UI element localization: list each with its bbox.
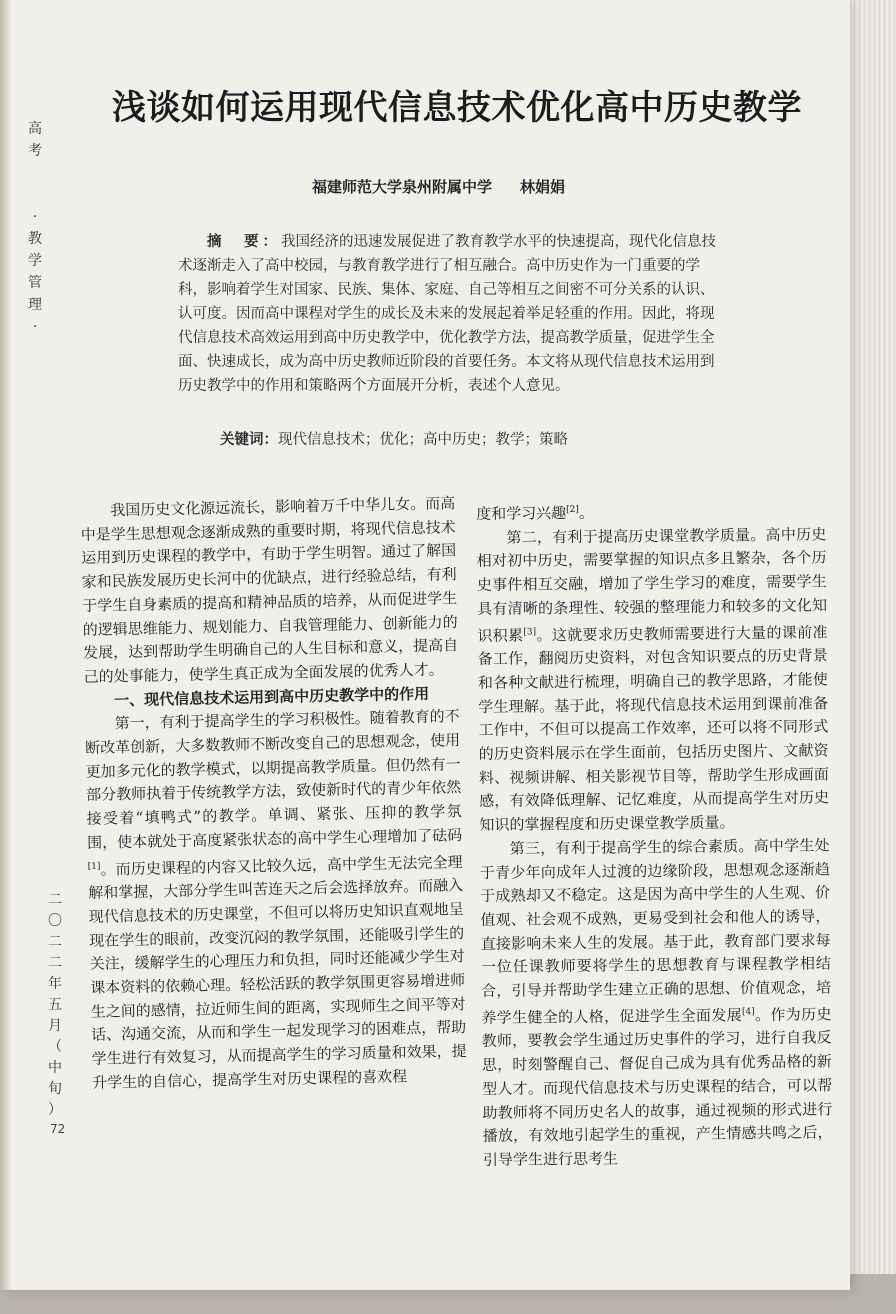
margin-char: · (32, 209, 38, 225)
keywords-text: 现代信息技术；优化；高中历史；教学；策略 (278, 432, 568, 448)
body-column-right (476, 496, 833, 1172)
margin-char: 管 (28, 275, 42, 291)
margin-char: 学 (28, 253, 42, 269)
margin-char: · (32, 319, 38, 335)
paragraph-text: 度和学习兴趣 (476, 504, 567, 523)
issue-date-margin (44, 890, 66, 1121)
keywords-block (220, 428, 720, 449)
margin-char: 二 (48, 934, 62, 950)
paragraph-text: 第一，有利于提高学生的学习积极性。随着教育的不断改革创新，大多数教师不断改变自己的思想观念，使用更加多元化的教学模式，以期提高教学质量。但仍然有一部分教师执着于传统教学方法，致使新时代的青少年依然接受着“填鸭式”的教学。单调、紧张、压抑的教学氛围，使本就处于高度紧张状态的高中学生心理增加了砝码 (85, 707, 463, 852)
paragraph-third-point (480, 834, 833, 1172)
margin-char: 高 (28, 121, 42, 137)
paragraph-continued (476, 496, 826, 526)
paragraph-text: 第三，有利于提高学生的综合素质。高中学生处于青少年向成年人过渡的边缘阶段，思想观念逐渐趋于成熟却又不稳定。这是因为高中学生的人生观、价值观、社会观不成熟，更易受到社会和他人的诱导，直接影响未来人生的发展。基于此，教育部门要求每一位任课教师要将学生的思想教育与课程教学相结合，引导并帮助学生建立正确的思想、价值观念，培养学生健全的人格，促进学生全面发展 (479, 836, 832, 1027)
abstract-label: 摘 要： (207, 234, 281, 250)
margin-char: 教 (28, 231, 42, 247)
author-name: 林娟娟 (520, 178, 566, 196)
reference-marker: [3] (523, 626, 537, 638)
paragraph-text: 。而历史课程的内容又比较久远，高中学生无法完全理解和掌握，大部分学生叫苦连天之后会选择放弃。而融入现代信息技术的历史课堂，不但可以将历史知识直观地呈现在学生的眼前，改变沉闷的教学氛围，还能吸引学生的关注，缓解学生的心理压力和负担，同时还能减少学生对课本资料的依赖心理。轻松活跃的教学氛围更容易增进师生之间的感情，拉近师生间的距离，实现师生之间平等对话、沟通交流，从而和学生一起发现学习的困难点，帮助学生进行有效复习，从而提高学生的学习质量和效果，提升学生的自信心，提高学生对历史课程的喜欢程 (88, 852, 467, 1092)
reference-marker: [4] (741, 1006, 755, 1018)
reference-marker: [2] (566, 504, 579, 516)
paragraph-second-point (476, 523, 829, 838)
author-line (312, 176, 565, 197)
margin-char: ） (48, 1102, 62, 1118)
margin-char: （ (48, 1039, 62, 1055)
margin-char: 中 (48, 1060, 62, 1076)
author-affiliation: 福建师范大学泉州附属中学 (312, 178, 493, 196)
paragraph-text: 。这就要求历史教师需要进行大量的课前准备工作，翻阅历史资料，对包含知识要点的历史背景和各种文献进行梳理，明确自己的教学思路，才能使学生理解。基于此，将现代信息技术运用到课前准备工作中，不但可以提高工作效率，还可以将不同形式的历史资料展示在学生面前，包括历史图片、文献资料、视频讲解、相关影视节目等，帮助学生形成画面感，有效降低理解、记忆难度，从而提高学生对历史知识的掌握程度和历史课堂教学质量。 (477, 622, 830, 835)
margin-char: 〇 (48, 913, 62, 929)
abstract-block (178, 230, 718, 398)
article-title: 浅谈如何运用现代信息技术优化高中历史教学 (112, 88, 802, 128)
margin-char: 月 (48, 1018, 62, 1034)
paragraph-intro: 我国历史文化源远流长，影响着万千中华儿女。而高中是学生思想观念逐渐成熟的重要时期，将现代信息技术运用到历史课程的教学中，有助于学生明智。通过了解国家和民族发展历史长河中的优缺点，进行经验总结，有利于学生自身素质的提高和精神品质的培养，从而促进学生的逻辑思维能力、规划能力、自我管理能力、创新能力的发展，达到帮助学生明确自己的人生目标和意义，提高自己的处事能力，使学生真正成为全面发展的优秀人才。 (80, 494, 459, 686)
margin-char: 二 (48, 892, 62, 908)
abstract-text: 我国经济的迅速发展促进了教育教学水平的快速提高，现代化信息技术逐渐走入了高中校园，与教育教学进行了相互融合。高中历史作为一门重要的学科，影响着学生对国家、民族、集体、家庭、自己等相互之间密不可分关系的认识、认可度。因而高中课程对学生的成长及未来的发展起着举足轻重的作用。因此，将现代信息技术高效运用到高中历史教学中，优化教学方法，提高教学质量，促进学生全面、快速成长，成为高中历史教师近阶段的首要任务。本文将从现代信息技术运用到历史教学中的作用和策略两个方面展开分析，表述个人意见。 (178, 234, 716, 394)
margin-char: 二 (48, 955, 62, 971)
paragraph-text: 。作为历史教师，要教会学生通过历史事件的学习，进行自我反思，时刻警醒自己、督促自己成为具有优秀品格的新型人才。而现代信息技术与历史课程的结合，可以帮助教师将不同历史名人的故事，通过视频的形式进行播放，有效地引起学生的重视，产生情感共鸣之后，引导学生进行思考生 (481, 1005, 833, 1169)
margin-char: 年 (48, 976, 62, 992)
page-number: 72 (50, 1122, 66, 1136)
margin-spacer (24, 162, 46, 206)
section-heading: 一、现代信息技术运用到高中历史教学中的作用 (114, 684, 430, 709)
keywords-label: 关键词： (220, 432, 278, 448)
paragraph-first-point (84, 705, 467, 1095)
margin-char: 理 (28, 297, 42, 313)
reference-marker: [1] (87, 861, 101, 872)
body-column-left (80, 492, 467, 1095)
margin-char: 五 (48, 997, 62, 1013)
margin-char: 考 (28, 143, 42, 159)
paragraph-text: 第二，有利于提高历史课堂教学质量。高中历史相对初中历史，需要掌握的知识点多且繁杂，各个历史事件相互交融，增加了学生学习的难度，需要学生具有清晰的条理性、较强的整理能力和较多的文化知识积累 (476, 525, 828, 645)
journal-name-margin (24, 118, 46, 338)
paragraph-text: 。 (578, 503, 595, 522)
margin-char: 旬 (48, 1081, 62, 1097)
